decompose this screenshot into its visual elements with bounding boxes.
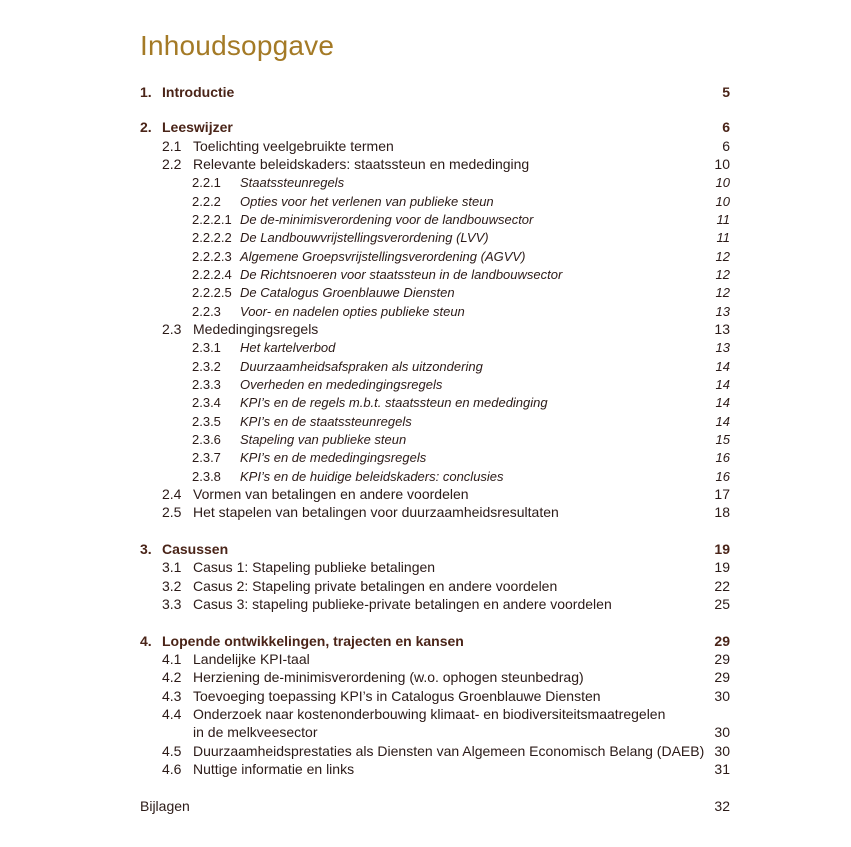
- toc-entry[interactable]: [0, 320, 851, 339]
- toc-entry[interactable]: [0, 742, 851, 761]
- toc-entry-title: KPI’s en de mededingingsregels: [240, 450, 427, 465]
- toc-entry[interactable]: [0, 650, 851, 669]
- toc-entry-title: Onderzoek naar kostenonderbouwing klimaat- en biodiversiteitsmaatregelen: [193, 706, 666, 722]
- toc-entry-page: 14: [715, 359, 730, 374]
- toc-entry-title: Leeswijzer: [162, 119, 233, 135]
- toc-entry[interactable]: [0, 723, 851, 742]
- toc-entry[interactable]: [0, 705, 851, 724]
- toc-entry-number: 2.: [140, 119, 152, 135]
- toc-entry[interactable]: [0, 540, 851, 559]
- toc-entry-number: 3.2: [162, 578, 182, 594]
- toc-entry-page: 22: [714, 578, 730, 594]
- toc-entry[interactable]: [0, 173, 851, 192]
- toc-entry-title: in de melkveesector: [193, 724, 318, 740]
- toc-entry-number: 2.2.2.4: [192, 267, 232, 282]
- toc-entry[interactable]: [0, 228, 851, 247]
- toc-entry-number: 2.3.6: [192, 432, 221, 447]
- toc-entry[interactable]: [0, 155, 851, 174]
- toc-entry-page: 13: [715, 304, 730, 319]
- toc-entry-title: Bijlagen: [140, 798, 190, 814]
- toc-entry-page: 6: [722, 138, 730, 154]
- toc-entry-number: 2.2.1: [192, 175, 221, 190]
- toc-entry-title: Duurzaamheidsprestaties als Diensten van Algemeen Economisch Belang (DAEB): [193, 743, 705, 759]
- toc-entry-number: 2.4: [162, 486, 182, 502]
- toc-entry[interactable]: [0, 632, 851, 651]
- toc-entry-number: 3.3: [162, 596, 182, 612]
- toc-entry-number: 2.2.2.1: [192, 212, 232, 227]
- toc-entry-page: 11: [716, 212, 730, 227]
- toc-entry-title: De Richtsnoeren voor staatssteun in de landbouwsector: [240, 267, 563, 282]
- toc-entry[interactable]: [0, 283, 851, 302]
- toc-entry-title: Toelichting veelgebruikte termen: [193, 138, 394, 154]
- toc-entry-page: 10: [715, 194, 730, 209]
- toc-entry-page: 19: [714, 559, 730, 575]
- toc-entry[interactable]: [0, 375, 851, 394]
- toc-entry-page: 29: [714, 651, 730, 667]
- toc-entry-title: KPI’s en de staatssteunregels: [240, 414, 412, 429]
- toc-entry[interactable]: [0, 192, 851, 211]
- toc-entry[interactable]: [0, 412, 851, 431]
- toc-entry-page: 18: [714, 504, 730, 520]
- toc-entry-number: 4.5: [162, 743, 182, 759]
- toc-entry[interactable]: [0, 393, 851, 412]
- toc-entry-title: Mededingingsregels: [193, 321, 319, 337]
- toc-entry-number: 3.1: [162, 559, 182, 575]
- toc-entry-number: 2.2.3: [192, 304, 221, 319]
- toc-entry-number: 3.: [140, 541, 152, 557]
- toc-entry-title: KPI’s en de regels m.b.t. staatssteun en mededinging: [240, 395, 548, 410]
- toc-entry-number: 1.: [140, 84, 152, 100]
- toc-entry[interactable]: [0, 137, 851, 156]
- page-title: Inhoudsopgave: [140, 30, 335, 61]
- toc-entry-number: 4.3: [162, 688, 182, 704]
- toc-entry-page: 17: [714, 486, 730, 502]
- toc-entry[interactable]: [0, 430, 851, 449]
- toc-entry-page: 29: [714, 633, 730, 649]
- toc-entry-page: 14: [715, 414, 730, 429]
- toc-entry[interactable]: [0, 265, 851, 284]
- toc-entry-title: Vormen van betalingen en andere voordelen: [193, 486, 469, 502]
- toc-entry-page: 14: [715, 395, 730, 410]
- toc-entry[interactable]: [0, 247, 851, 266]
- toc-entry-number: 4.1: [162, 651, 182, 667]
- toc-entry-number: 4.4: [162, 706, 182, 722]
- toc-entry-title: Toevoeging toepassing KPI’s in Catalogus Groenblauwe Diensten: [193, 688, 601, 704]
- toc-entry-title: Relevante beleidskaders: staatssteun en mededinging: [193, 156, 530, 172]
- toc-entry-number: 2.3.2: [192, 359, 221, 374]
- toc-entry-page: 16: [715, 469, 730, 484]
- toc-entry-title: De Landbouwvrijstellingsverordening (LVV): [240, 230, 489, 245]
- toc-entry-page: 11: [716, 230, 730, 245]
- toc-entry-title: Algemene Groepsvrijstellingsverordening (AGVV): [240, 249, 526, 264]
- toc-entry[interactable]: [0, 448, 851, 467]
- toc-entry[interactable]: [0, 668, 851, 687]
- toc-entry-number: 2.2.2.3: [192, 249, 232, 264]
- toc-entry-title: Voor- en nadelen opties publieke steun: [240, 304, 465, 319]
- toc-entry[interactable]: [0, 760, 851, 779]
- toc-entry[interactable]: [0, 118, 851, 137]
- toc-entry-page: 6: [722, 119, 730, 135]
- toc-entry-number: 2.1: [162, 138, 182, 154]
- toc-entry-title: Opties voor het verlenen van publieke steun: [240, 194, 494, 209]
- toc-entry-title: Staatssteunregels: [240, 175, 345, 190]
- toc-entry-page: 30: [714, 688, 730, 704]
- toc-entry-number: 2.3.7: [192, 450, 221, 465]
- toc-entry-title: Duurzaamheidsafspraken als uitzondering: [240, 359, 483, 374]
- toc-entry-number: 2.2.2.5: [192, 285, 232, 300]
- toc-entry[interactable]: [0, 338, 851, 357]
- toc-entry[interactable]: [0, 302, 851, 321]
- toc-entry-page: 10: [714, 156, 730, 172]
- toc-entry-title: Nuttige informatie en links: [193, 761, 355, 777]
- toc-entry-page: 15: [715, 432, 730, 447]
- toc-entry-page: 30: [714, 724, 730, 740]
- toc-entry-title: Overheden en mededingingsregels: [240, 377, 443, 392]
- toc-entry-title: De Catalogus Groenblauwe Diensten: [240, 285, 455, 300]
- toc-entry[interactable]: [0, 687, 851, 706]
- toc-entry-page: 29: [714, 669, 730, 685]
- toc-entry[interactable]: [0, 797, 851, 816]
- toc-entry[interactable]: [0, 485, 851, 504]
- toc-entry-page: 31: [714, 761, 730, 777]
- toc-entry-number: 2.2.2.2: [192, 230, 232, 245]
- toc-entry[interactable]: [0, 503, 851, 522]
- toc-entry-page: 10: [715, 175, 730, 190]
- toc-entry-page: 12: [715, 249, 730, 264]
- toc-entry-number: 2.3.8: [192, 469, 221, 484]
- toc-entry[interactable]: [0, 210, 851, 229]
- toc-entry-number: 4.2: [162, 669, 182, 685]
- toc-entry-number: 2.2: [162, 156, 182, 172]
- toc-entry-page: 5: [722, 84, 730, 100]
- toc-entry-page: 13: [715, 340, 730, 355]
- toc-entry-title: Lopende ontwikkelingen, trajecten en kansen: [162, 633, 464, 649]
- toc-entry-page: 12: [715, 267, 730, 282]
- toc-entry-number: 2.2.2: [192, 194, 221, 209]
- toc-entry-title: Casus 1: Stapeling publieke betalingen: [193, 559, 436, 575]
- toc-entry[interactable]: [0, 357, 851, 376]
- toc-entry-title: Het kartelverbod: [240, 340, 336, 355]
- toc-entry-number: 2.3.5: [192, 414, 221, 429]
- toc-entry-title: Herziening de-minimisverordening (w.o. ophogen steunbedrag): [193, 669, 584, 685]
- toc-entry[interactable]: [0, 467, 851, 486]
- toc-entry-page: 12: [715, 285, 730, 300]
- toc-entry[interactable]: [0, 577, 851, 596]
- toc-entry-page: 25: [714, 596, 730, 612]
- toc-entry-number: 2.3: [162, 321, 182, 337]
- toc-entry[interactable]: [0, 595, 851, 614]
- toc-entry-number: 4.: [140, 633, 152, 649]
- toc-entry-number: 2.3.3: [192, 377, 221, 392]
- toc-entry-page: 13: [714, 321, 730, 337]
- toc-entry-page: 19: [714, 541, 730, 557]
- toc-entry-page: 14: [715, 377, 730, 392]
- toc-entry-title: Stapeling van publieke steun: [240, 432, 407, 447]
- toc-entry-title: Casus 3: stapeling publieke-private betalingen en andere voordelen: [193, 596, 612, 612]
- toc-entry-number: 2.3.1: [192, 340, 221, 355]
- toc-entry-number: 2.5: [162, 504, 182, 520]
- toc-entry-page: 30: [714, 743, 730, 759]
- toc-entry-title: Casus 2: Stapeling private betalingen en andere voordelen: [193, 578, 558, 594]
- toc-entry-title: Introductie: [162, 84, 235, 100]
- toc-entry-page: 32: [714, 798, 730, 814]
- toc-entry-number: 2.3.4: [192, 395, 221, 410]
- toc-entry[interactable]: [0, 83, 851, 102]
- toc-entry-title: Casussen: [162, 541, 229, 557]
- toc-entry-page: 16: [715, 450, 730, 465]
- toc-entry-title: Landelijke KPI-taal: [193, 651, 310, 667]
- toc-entry-title: De de-minimisverordening voor de landbouwsector: [240, 212, 534, 227]
- toc-entry-title: KPI’s en de huidige beleidskaders: conclusies: [240, 469, 504, 484]
- toc-entry-number: 4.6: [162, 761, 182, 777]
- toc-entry-title: Het stapelen van betalingen voor duurzaamheidsresultaten: [193, 504, 559, 520]
- toc-entry[interactable]: [0, 558, 851, 577]
